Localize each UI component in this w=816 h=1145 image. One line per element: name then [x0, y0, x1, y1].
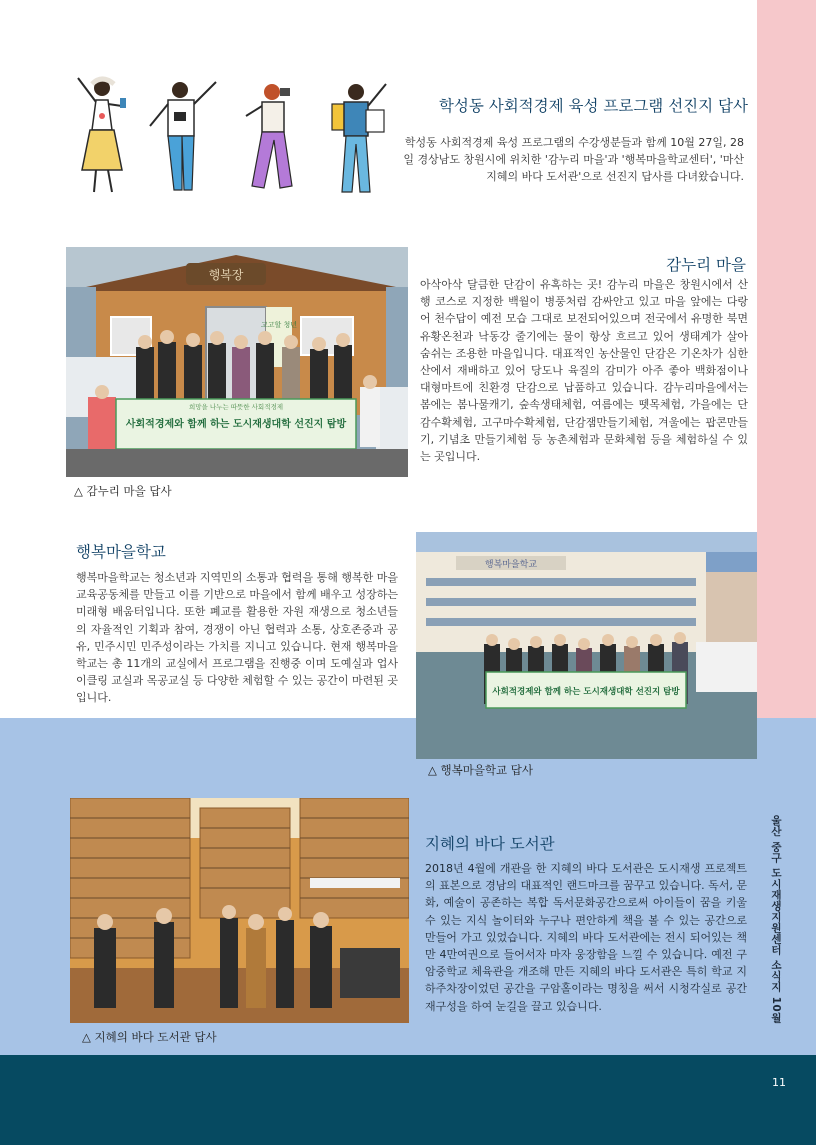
page-number: 11: [772, 1076, 786, 1089]
intro-text: 학성동 사회적경제 육성 프로그램의 수강생분들과 함께 10월 27일, 28일 경상남도 창원시에 위치한 '감누리 마을'과 '행복마을학교센터', '마산지혜의 바다 도서관'으로 선진지 답사를 다녀왔습니다.: [403, 136, 744, 184]
photo-signboard-text: 고고할 청년: [260, 321, 298, 329]
library-photo-caption: △ 지혜의 바다 도서관 답사: [82, 1030, 217, 1044]
library-photo: [70, 798, 409, 1023]
happy-village-school-photo: [416, 532, 757, 759]
traveler-man-camera-icon: [150, 82, 216, 190]
gamnuri-photo-caption: △ 감누리 마을 답사: [74, 484, 172, 498]
photo-building-sign-text: 행복마을학교: [484, 560, 538, 570]
four-travelers-illustration: [70, 70, 390, 200]
intro-title: 학성동 사회적경제 육성 프로그램 선진지 답사: [438, 97, 748, 115]
school-title: 행복마을학교: [76, 543, 166, 561]
photo-banner-top-text: 희망을 나누는 따뜻한 사회적경제: [188, 403, 284, 411]
school-text: 행복마을학교는 청소년과 지역민의 소통과 협력을 통해 행복한 마을교육공동체를 만들고 이를 기반으로 마을에서 함께 배우고 성장하는 미래형 배움터입니다. 또한 폐교를 활용한 자원 재생으로 청소년들의 자율적인 기획과 참여, 경쟁이 아닌 협력과 소통, 상호존중과 공유, 민주시민 민주성이라는 가치를 지니고 있습니다. 현재 행복마을학교는 총 11개의 교실에서 프로그램을 진행중 이며 도예실과 업사이클링 교실과 목공교실 등 다양한 체험할 수 있는 공간이 마련된 곳입니다.: [76, 571, 399, 705]
gamnuri-village-photo: [66, 247, 408, 477]
traveler-woman-skirt-icon: [78, 78, 126, 192]
gamnuri-title: 감누리 마을: [666, 256, 746, 274]
traveler-woman-camera-icon: [246, 84, 292, 188]
photo-banner-main-text: 사회적경제와 함께 하는 도시재생대학 선진지 탐방: [125, 419, 347, 430]
library-title: 지혜의 바다 도서관: [425, 835, 555, 853]
school-photo-caption: △ 행복마을학교 답사: [428, 763, 534, 777]
traveler-man-map-icon: [332, 84, 386, 192]
library-text: 2018년 4월에 개관을 한 지혜의 바다 도서관은 도시재생 프로젝트의 표본으로 경남의 대표적인 랜드마크를 꿈꾸고 있습니다. 독서, 문화, 예술이 공존하는 복합 독서문화공간으로써 아이들이 꿈을 키울 수 있는 지식 놀이터와 누구나 편안하게 책을 볼 수 있는 공간으로 만들어 가고 있었습니다. 지혜의 바다 도서관에는 전시 되어있는 책만 4만여권으로 들어서자 마자 웅장함을 느낄 수 있습니다. 예전 구암중학교 체육관을 개조해 만든 지혜의 바다 도서관은 특히 학교 지하주차장이었던 공간을 구암홀이라는 명칭을 써서 시청각실로 공간 재구성을 하여 눈길을 끌고 있습니다.: [425, 862, 747, 1013]
gamnuri-text: 아삭아삭 달큼한 단감이 유혹하는 곳! 감누리 마을은 창원시에서 산행 코스로 지정한 백월이 병풍처럼 감싸안고 있고 마을 앞에는 다랑어 천수답이 예전 모습 그대로 보전되어있으며 전국에서 유명한 북면 유황온천과 낙동강 줄기에는 물이 항상 흐르고 있어 생태계가 살아 숨쉬는 조용한 마을입니다. 대표적인 농산물인 단감은 기온차가 심한 산에서 재배하고 있어 당도나 육질의 감미가 아주 좋아 백화점이나 대형마트에 친환경 단감으로 납품하고 있습니다. 감누리마을에서는 봄에는 봄나물캐기, 숲속생태체험, 여름에는 뗏목체험, 가을에는 단감수확체험, 고구마수확체험, 단감잼만들기체험, 겨울에는 팝콘만들기, 기념초 만들기체험 등 농촌체험과 문화체험 등을 체험하실 수 있는 곳입니다.: [420, 278, 748, 464]
footer-band: [0, 1055, 816, 1145]
newsletter-vertical-title: 울산 중구 도시재생지원센터 소식지 10월: [770, 815, 782, 1024]
photo-sign-text: 행복장: [208, 268, 244, 282]
photo-banner-school-text: 사회적경제와 함께 하는 도시재생대학 선진지 탐방: [492, 687, 680, 697]
